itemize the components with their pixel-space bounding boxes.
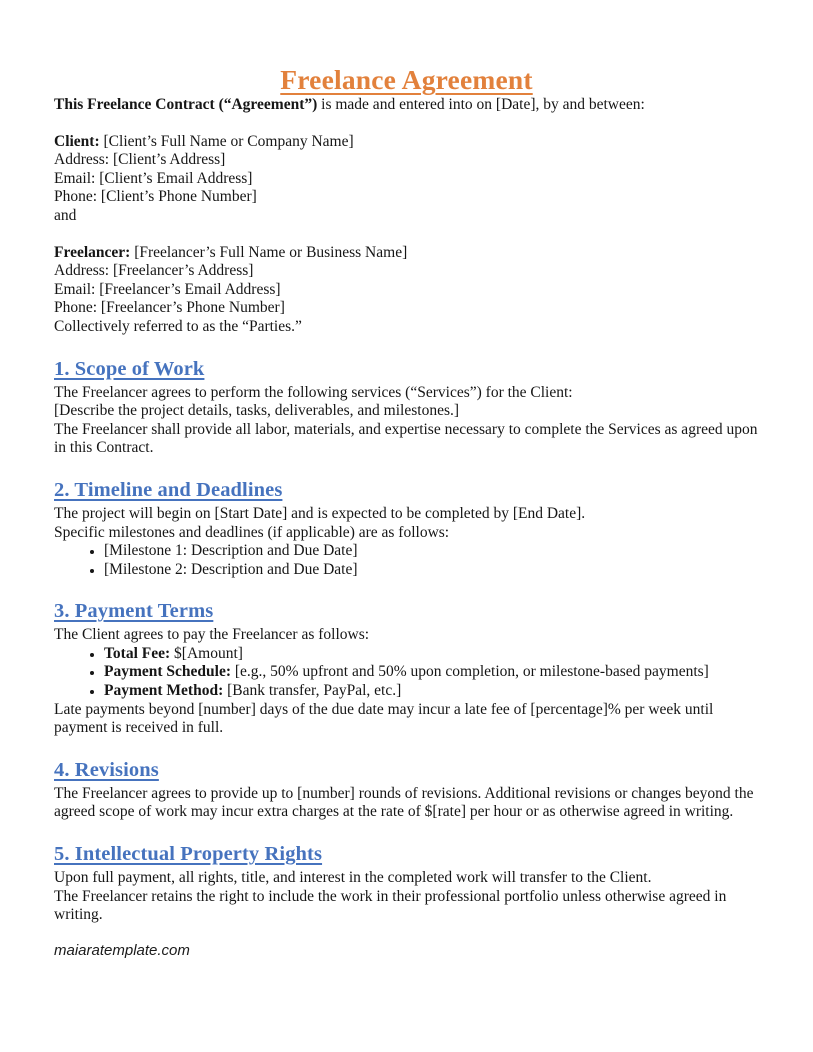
section-3-heading: 3. Payment Terms (54, 600, 214, 623)
payment-term-label: Payment Method: (104, 682, 224, 700)
payment-term-value: [e.g., 50% upfront and 50% upon completion, or milestone-based payments] (231, 663, 709, 681)
document-title: Freelance Agreement (280, 64, 533, 95)
payment-terms-list (54, 645, 760, 701)
client-email-line: Email: [Client’s Email Address] (54, 169, 253, 187)
intro-paragraph (54, 96, 760, 115)
freelancer-email-line: Email: [Freelancer’s Email Address] (54, 280, 281, 298)
payment-term-value: $[Amount] (170, 644, 243, 662)
intro-text-run: is made and entered into on [Date], by and between: (317, 96, 645, 113)
section-1-heading: 1. Scope of Work (54, 357, 205, 380)
client-label: Client: (54, 132, 100, 150)
client-block (54, 133, 760, 207)
section-3-outro: Late payments beyond [number] days of the due date may incur a late fee of [percentage]% per week until payment is received in full. (54, 700, 714, 737)
freelancer-label: Freelancer: (54, 243, 131, 261)
section-3-intro: The Client agrees to pay the Freelancer as follows: (54, 626, 370, 644)
freelancer-address-line: Address: [Freelancer’s Address] (54, 262, 254, 280)
section-5-paragraph: Upon full payment, all rights, title, and interest in the completed work will transfer to the Client. (54, 869, 652, 887)
section-2-paragraph: Specific milestones and deadlines (if applicable) are as follows: (54, 523, 450, 541)
payment-term-value: [Bank transfer, PayPal, etc.] (223, 682, 402, 700)
milestone-list (54, 542, 760, 579)
client-name-line (54, 133, 760, 152)
milestone-item: • [Milestone 1: Description and Due Date] (104, 542, 760, 561)
milestone-item: • [Milestone 2: Description and Due Date] (104, 561, 760, 580)
payment-term-item (104, 663, 760, 682)
freelancer-name-line (54, 244, 760, 263)
payment-term-label: Total Fee: (104, 644, 171, 662)
section-2-paragraph: The project will begin on [Start Date] and is expected to be completed by [End Date]. (54, 504, 586, 522)
payment-term-item (104, 645, 760, 664)
section-5-paragraph: The Freelancer retains the right to include the work in their professional portfolio unless otherwise agreed in writing. (54, 887, 727, 924)
section-4-paragraph: The Freelancer agrees to provide up to [number] rounds of revisions. Additional revisions or changes beyond the agreed scope of work may incur extra charges at the rate of $[rate] per hour or as otherwise agreed in writing. (54, 784, 754, 821)
freelancer-phone-line: Phone: [Freelancer’s Phone Number] (54, 299, 285, 317)
section-5-heading: 5. Intellectual Property Rights (54, 843, 323, 866)
section-1-paragraph: [Describe the project details, tasks, deliverables, and milestones.] (54, 402, 460, 420)
parties-line: Collectively referred to as the “Parties.” (54, 317, 302, 335)
section-2-heading: 2. Timeline and Deadlines (54, 478, 283, 501)
client-name-value: [Client’s Full Name or Company Name] (99, 132, 354, 150)
document-body (0, 96, 813, 925)
connector-and: and (54, 206, 77, 224)
section-scope-of-work (54, 357, 760, 458)
section-revisions (54, 758, 760, 822)
client-phone-line: Phone: [Client’s Phone Number] (54, 188, 257, 206)
footer-url: maiaratemplate.com (54, 941, 190, 959)
section-timeline-deadlines (54, 478, 760, 579)
section-intellectual-property (54, 842, 760, 925)
freelancer-name-value: [Freelancer’s Full Name or Business Name] (130, 243, 408, 261)
payment-term-label: Payment Schedule: (104, 663, 232, 681)
section-1-paragraph: The Freelancer agrees to perform the following services (“Services”) for the Client: (54, 383, 573, 401)
client-address-line: Address: [Client’s Address] (54, 151, 226, 169)
section-1-paragraph: The Freelancer shall provide all labor, materials, and expertise necessary to complete the Services as agreed upon in this Contract. (54, 420, 758, 457)
freelancer-block (54, 244, 760, 337)
section-payment-terms (54, 599, 760, 738)
section-4-heading: 4. Revisions (54, 758, 159, 781)
intro-bold-run: This Freelance Contract (“Agreement”) (54, 96, 318, 113)
payment-term-item (104, 682, 760, 701)
